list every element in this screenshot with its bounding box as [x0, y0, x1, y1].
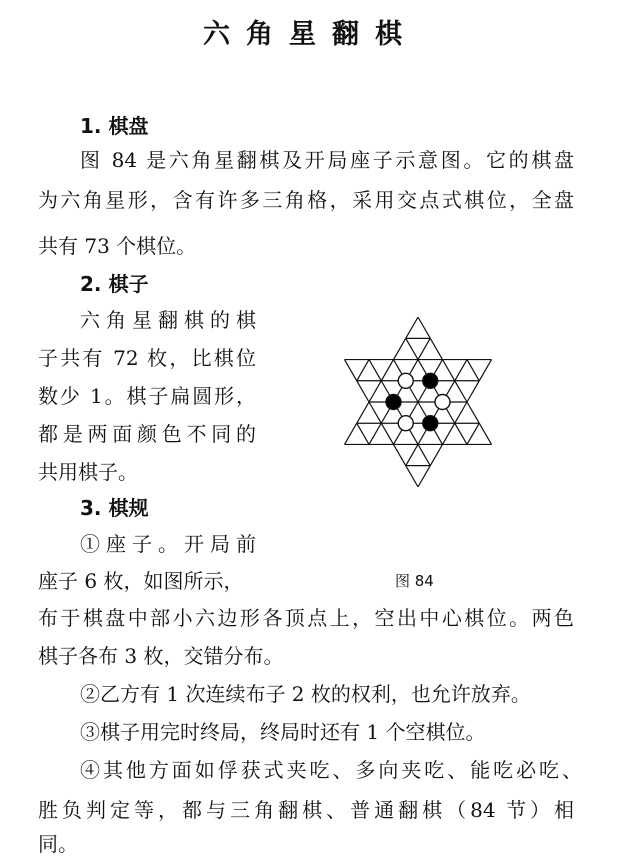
board-grid-line	[406, 466, 418, 487]
pieces-text-line: 子共有 72 枚，比棋位	[38, 346, 256, 370]
board-grid-line	[369, 402, 381, 423]
figure-caption: 图 84	[395, 572, 434, 590]
white-piece	[435, 395, 450, 410]
rules-text-line: ④其他方面如俘获式夹吃、多向夹吃、能吃必吃、	[80, 758, 582, 782]
board-grid-line	[430, 338, 442, 359]
board-grid-line	[418, 317, 430, 338]
rules-text-line: 布于棋盘中部小六边形各顶点上，空出中心棋位。两色	[38, 606, 574, 630]
pieces-text-line: 都是两面颜色不同的	[38, 422, 256, 446]
board-grid-line	[455, 402, 467, 423]
rules-text-line: 同。	[38, 832, 78, 856]
board-grid-line	[357, 360, 369, 381]
board-grid-line	[345, 423, 357, 444]
rules-text-line: ①座子。开局前	[80, 532, 256, 556]
rules-text-line: 棋子各布 3 枚，交错分布。	[38, 644, 284, 668]
board-grid-line	[381, 360, 393, 381]
board-grid-line	[443, 360, 455, 381]
board-grid-line	[369, 360, 381, 381]
board-grid-line	[394, 444, 406, 465]
black-piece	[423, 373, 438, 388]
board-grid-line	[455, 381, 467, 402]
black-piece	[386, 395, 401, 410]
section-heading-rules: 3. 棋规	[80, 496, 149, 520]
board-text-line: 为六角星形，含有许多三角格，采用交点式棋位，全盘	[38, 188, 574, 212]
board-grid-line	[345, 360, 357, 381]
board-grid-line	[357, 381, 369, 402]
board-grid-line	[394, 338, 406, 359]
board-grid-line	[406, 317, 418, 338]
board-grid-line	[418, 466, 430, 487]
board-grid-line	[369, 381, 381, 402]
board-grid-line	[443, 423, 455, 444]
board-grid-line	[455, 423, 467, 444]
board-grid-line	[406, 444, 418, 465]
board-grid-line	[430, 444, 442, 465]
pieces-text-line: 数少 1。棋子扁圆形，	[38, 384, 256, 408]
board-grid-line	[467, 402, 479, 423]
board-grid-line	[479, 360, 491, 381]
section-heading-pieces: 2. 棋子	[80, 272, 149, 296]
rules-text-line: ②乙方有 1 次连续布子 2 枚的权利，也允许放弃。	[80, 682, 531, 706]
board-grid-line	[369, 423, 381, 444]
white-piece	[398, 416, 413, 431]
board-grid-line	[418, 338, 430, 359]
board-grid-line	[357, 423, 369, 444]
board-grid-line	[467, 360, 479, 381]
board-grid-line	[467, 381, 479, 402]
board-grid-line	[455, 360, 467, 381]
white-piece	[398, 373, 413, 388]
pieces-text-line: 共用棋子。	[38, 460, 138, 484]
board-grid-line	[467, 423, 479, 444]
section-heading-board: 1. 棋盘	[80, 114, 149, 138]
board-grid-line	[418, 444, 430, 465]
black-piece	[423, 416, 438, 431]
board-grid-line	[357, 402, 369, 423]
board-text-line: 图 84 是六角星翻棋及开局座子示意图。它的棋盘	[80, 148, 574, 172]
board-grid-line	[381, 423, 393, 444]
rules-text-line: 座子 6 枚，如图所示，	[38, 569, 244, 593]
rules-text-line: ③棋子用完时终局，终局时还有 1 个空棋位。	[80, 720, 486, 744]
pieces-text-line: 六角星翻棋的棋	[80, 308, 256, 332]
star-board-figure	[268, 274, 568, 536]
board-grid-line	[479, 423, 491, 444]
board-text-line: 共有 73 个棋位。	[38, 234, 197, 258]
page-title: 六角星翻棋	[203, 19, 418, 50]
board-grid-line	[406, 338, 418, 359]
rules-text-line: 胜负判定等，都与三角翻棋、普通翻棋（84 节）相	[38, 798, 574, 822]
